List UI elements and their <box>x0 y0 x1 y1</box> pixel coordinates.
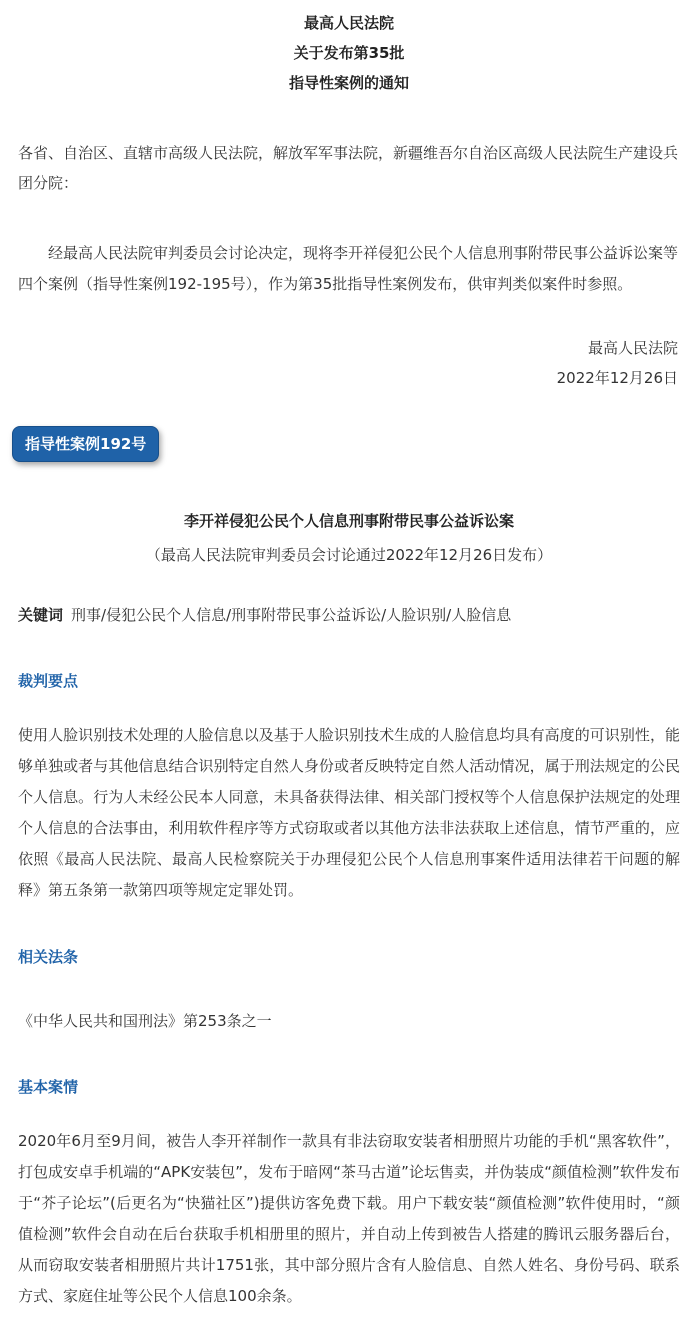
section-text-holding: 使用人脸识别技术处理的人脸信息以及基于人脸识别技术生成的人脸信息均具有高度的可识别性，能够单独或者与其他信息结合识别特定自然人身份或者反映特定自然人活动情况，属于刑法规定的公民个人信息。行为人未经公民本人同意，未具备获得法律、相关部门授权等个人信息保护法规定的处理个人信息的合法事由，利用软件程序等方式窃取或者以其他方法非法获取上述信息，情节严重的，应依照《最高人民法院、最高人民检察院关于办理侵犯公民个人信息刑事案件适用法律若干问题的解释》第五条第一款第四项等规定定罪处罚。 <box>18 726 680 899</box>
case-subtitle: （最高人民法院审判委员会讨论通过2022年12月26日发布） <box>145 546 553 564</box>
section-heading-holding: 裁判要点 <box>18 672 79 690</box>
notice-title-line-3: 指导性案例的通知 <box>288 74 409 92</box>
keywords-label: 关键词 <box>18 606 64 624</box>
case-number-badge: 指导性案例192号 <box>12 426 159 462</box>
notice-title-line-2: 关于发布第35批 <box>293 44 405 62</box>
notice-addressee: 各省、自治区、直辖市高级人民法院，解放军军事法院，新疆维吾尔自治区高级人民法院生产建设兵团分院： <box>18 144 679 192</box>
keywords-value: 刑事/侵犯公民个人信息/刑事附带民事公益诉讼/人脸识别/人脸信息 <box>71 606 512 624</box>
section-text-facts: 2020年6月至9月间，被告人李开祥制作一款具有非法窃取安装者相册照片功能的手机“黑客软件”，打包成安卓手机端的“APK安装包”，发布于暗网“茶马古道”论坛售卖，并伪装成“颜值检测”软件发布于“芥子论坛”(后更名为“快猫社区”)提供访客免费下载。用户下载安装“颜值检测”软件使用时，“颜值检测”软件会自动在后台获取手机相册里的照片，并自动上传到被告人搭建的腾讯云服务器后台，从而窃取安装者相册照片共计1751张，其中部分照片含有人脸信息、自然人姓名、身份号码、联系方式、家庭住址等公民个人信息100余条。 <box>18 1132 680 1305</box>
notice-body: 经最高人民法院审判委员会讨论决定，现将李开祥侵犯公民个人信息刑事附带民事公益诉讼案等四个案例（指导性案例192-195号），作为第35批指导性案例发布，供审判类似案件时参照。 <box>18 244 679 293</box>
section-text-law: 《中华人民共和国刑法》第253条之一 <box>18 1012 272 1030</box>
signature-date: 2022年12月26日 <box>556 369 678 387</box>
section-heading-law: 相关法条 <box>18 948 79 966</box>
case-title: 李开祥侵犯公民个人信息刑事附带民事公益诉讼案 <box>183 512 514 530</box>
section-heading-facts: 基本案情 <box>18 1078 79 1096</box>
signature-org: 最高人民法院 <box>587 339 678 357</box>
case-keywords <box>18 600 680 630</box>
notice-title-block <box>18 0 680 98</box>
notice-signature <box>18 333 680 393</box>
notice-title-line-1: 最高人民法院 <box>303 14 394 32</box>
case-badge-wrap <box>12 426 680 466</box>
